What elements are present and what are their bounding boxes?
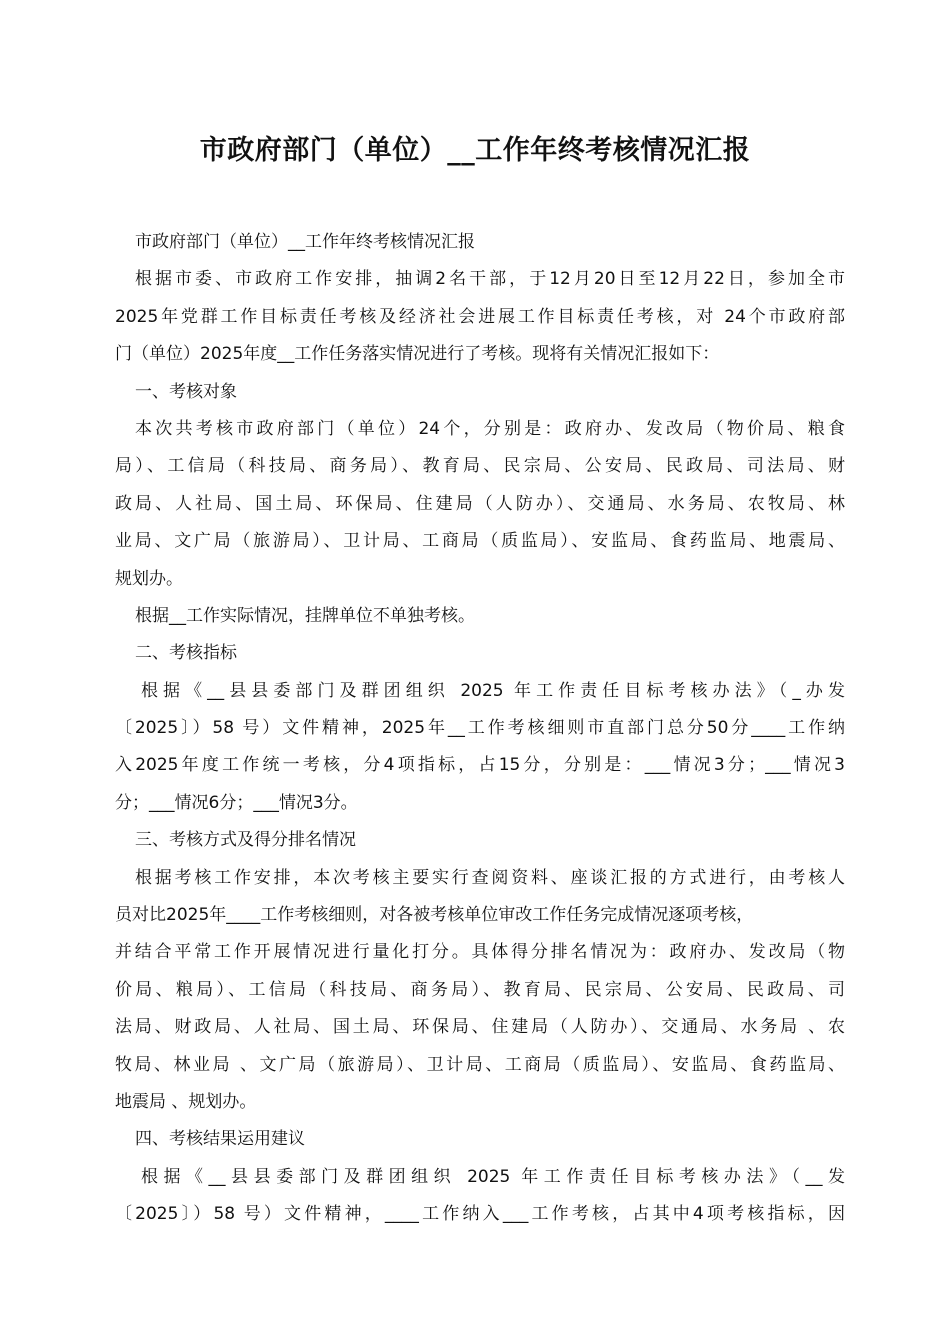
body-line: 员对比2025年____工作考核细则，对各被考核单位审改工作任务完成情况逐项考核， (115, 905, 754, 926)
body-line: 本次共考核市政府部门（单位）24个，分别是：政府办、发改局（物价局、粮食 (135, 418, 845, 439)
section-heading: 一、考核对象 (135, 381, 237, 402)
body-line: 价局、粮局）、工信局（科技局、商务局）、教育局、民宗局、公安局、民政局、司 (115, 979, 845, 1000)
body-line: 根据__工作实际情况，挂牌单位不单独考核。 (135, 605, 475, 626)
body-line: 牧局、林业局 、文广局（旅游局）、卫计局、工商局（质监局）、安监局、食药监局、 (115, 1054, 845, 1075)
body-line: 根据市委、市政府工作安排，抽调2名干部，于12月20日至12月22日，参加全市 (135, 269, 845, 290)
body-line: 〔2025〕）58 号）文件精神，2025年__工作考核细则市直部门总分50分____工作纳 (115, 718, 845, 739)
body-line: 门（单位）2025年度__工作任务落实情况进行了考核。现将有关情况汇报如下： (115, 344, 720, 365)
body-line: 〔2025〕）58 号）文件精神，____工作纳入___工作考核，占其中4项考核指标，因 (115, 1204, 845, 1225)
section-heading: 四、考核结果运用建议 (135, 1129, 305, 1150)
body-line: 根据考核工作安排，本次考核主要实行查阅资料、座谈汇报的方式进行，由考核人 (135, 867, 845, 888)
body-line: 局）、工信局（科技局、商务局）、教育局、民宗局、公安局、民政局、司法局、财 (115, 456, 845, 477)
document-body (115, 224, 845, 1234)
body-line: 并结合平常工作开展情况进行量化打分。具体得分排名情况为：政府办、发改局（物 (115, 942, 845, 963)
body-line: 市政府部门（单位）__工作年终考核情况汇报 (135, 232, 475, 252)
body-line: 根据《__县县委部门及群团组织 2025 年工作责任目标考核办法》（__发 (141, 1166, 845, 1187)
body-line: 分；___情况6分；___情况3分。 (115, 792, 358, 813)
section-heading: 三、考核方式及得分排名情况 (135, 830, 356, 851)
body-line: 地震局 、规划办。 (115, 1091, 257, 1112)
section-heading: 二、考核指标 (135, 643, 237, 664)
body-line: 根据《__县县委部门及群团组织 2025 年工作责任目标考核办法》（_办发 (141, 680, 845, 701)
body-line: 政局、人社局、国土局、环保局、住建局（人防办）、交通局、水务局、农牧局、林 (115, 493, 845, 514)
body-line: 2025年党群工作目标责任考核及经济社会进展工作目标责任考核，对 24个市政府部 (115, 306, 845, 327)
body-line: 规划办。 (115, 568, 183, 589)
document-title: 市政府部门（单位）__工作年终考核情况汇报 (199, 135, 751, 166)
body-line: 法局、财政局、人社局、国土局、环保局、住建局（人防办）、交通局、水务局 、农 (115, 1017, 845, 1038)
body-line: 入2025年度工作统一考核，分4项指标，占15分，分别是：___情况3分；___情况3 (115, 755, 845, 776)
body-line: 业局、文广局（旅游局）、卫计局、工商局（质监局）、安监局、食药监局、地震局、 (115, 531, 845, 552)
